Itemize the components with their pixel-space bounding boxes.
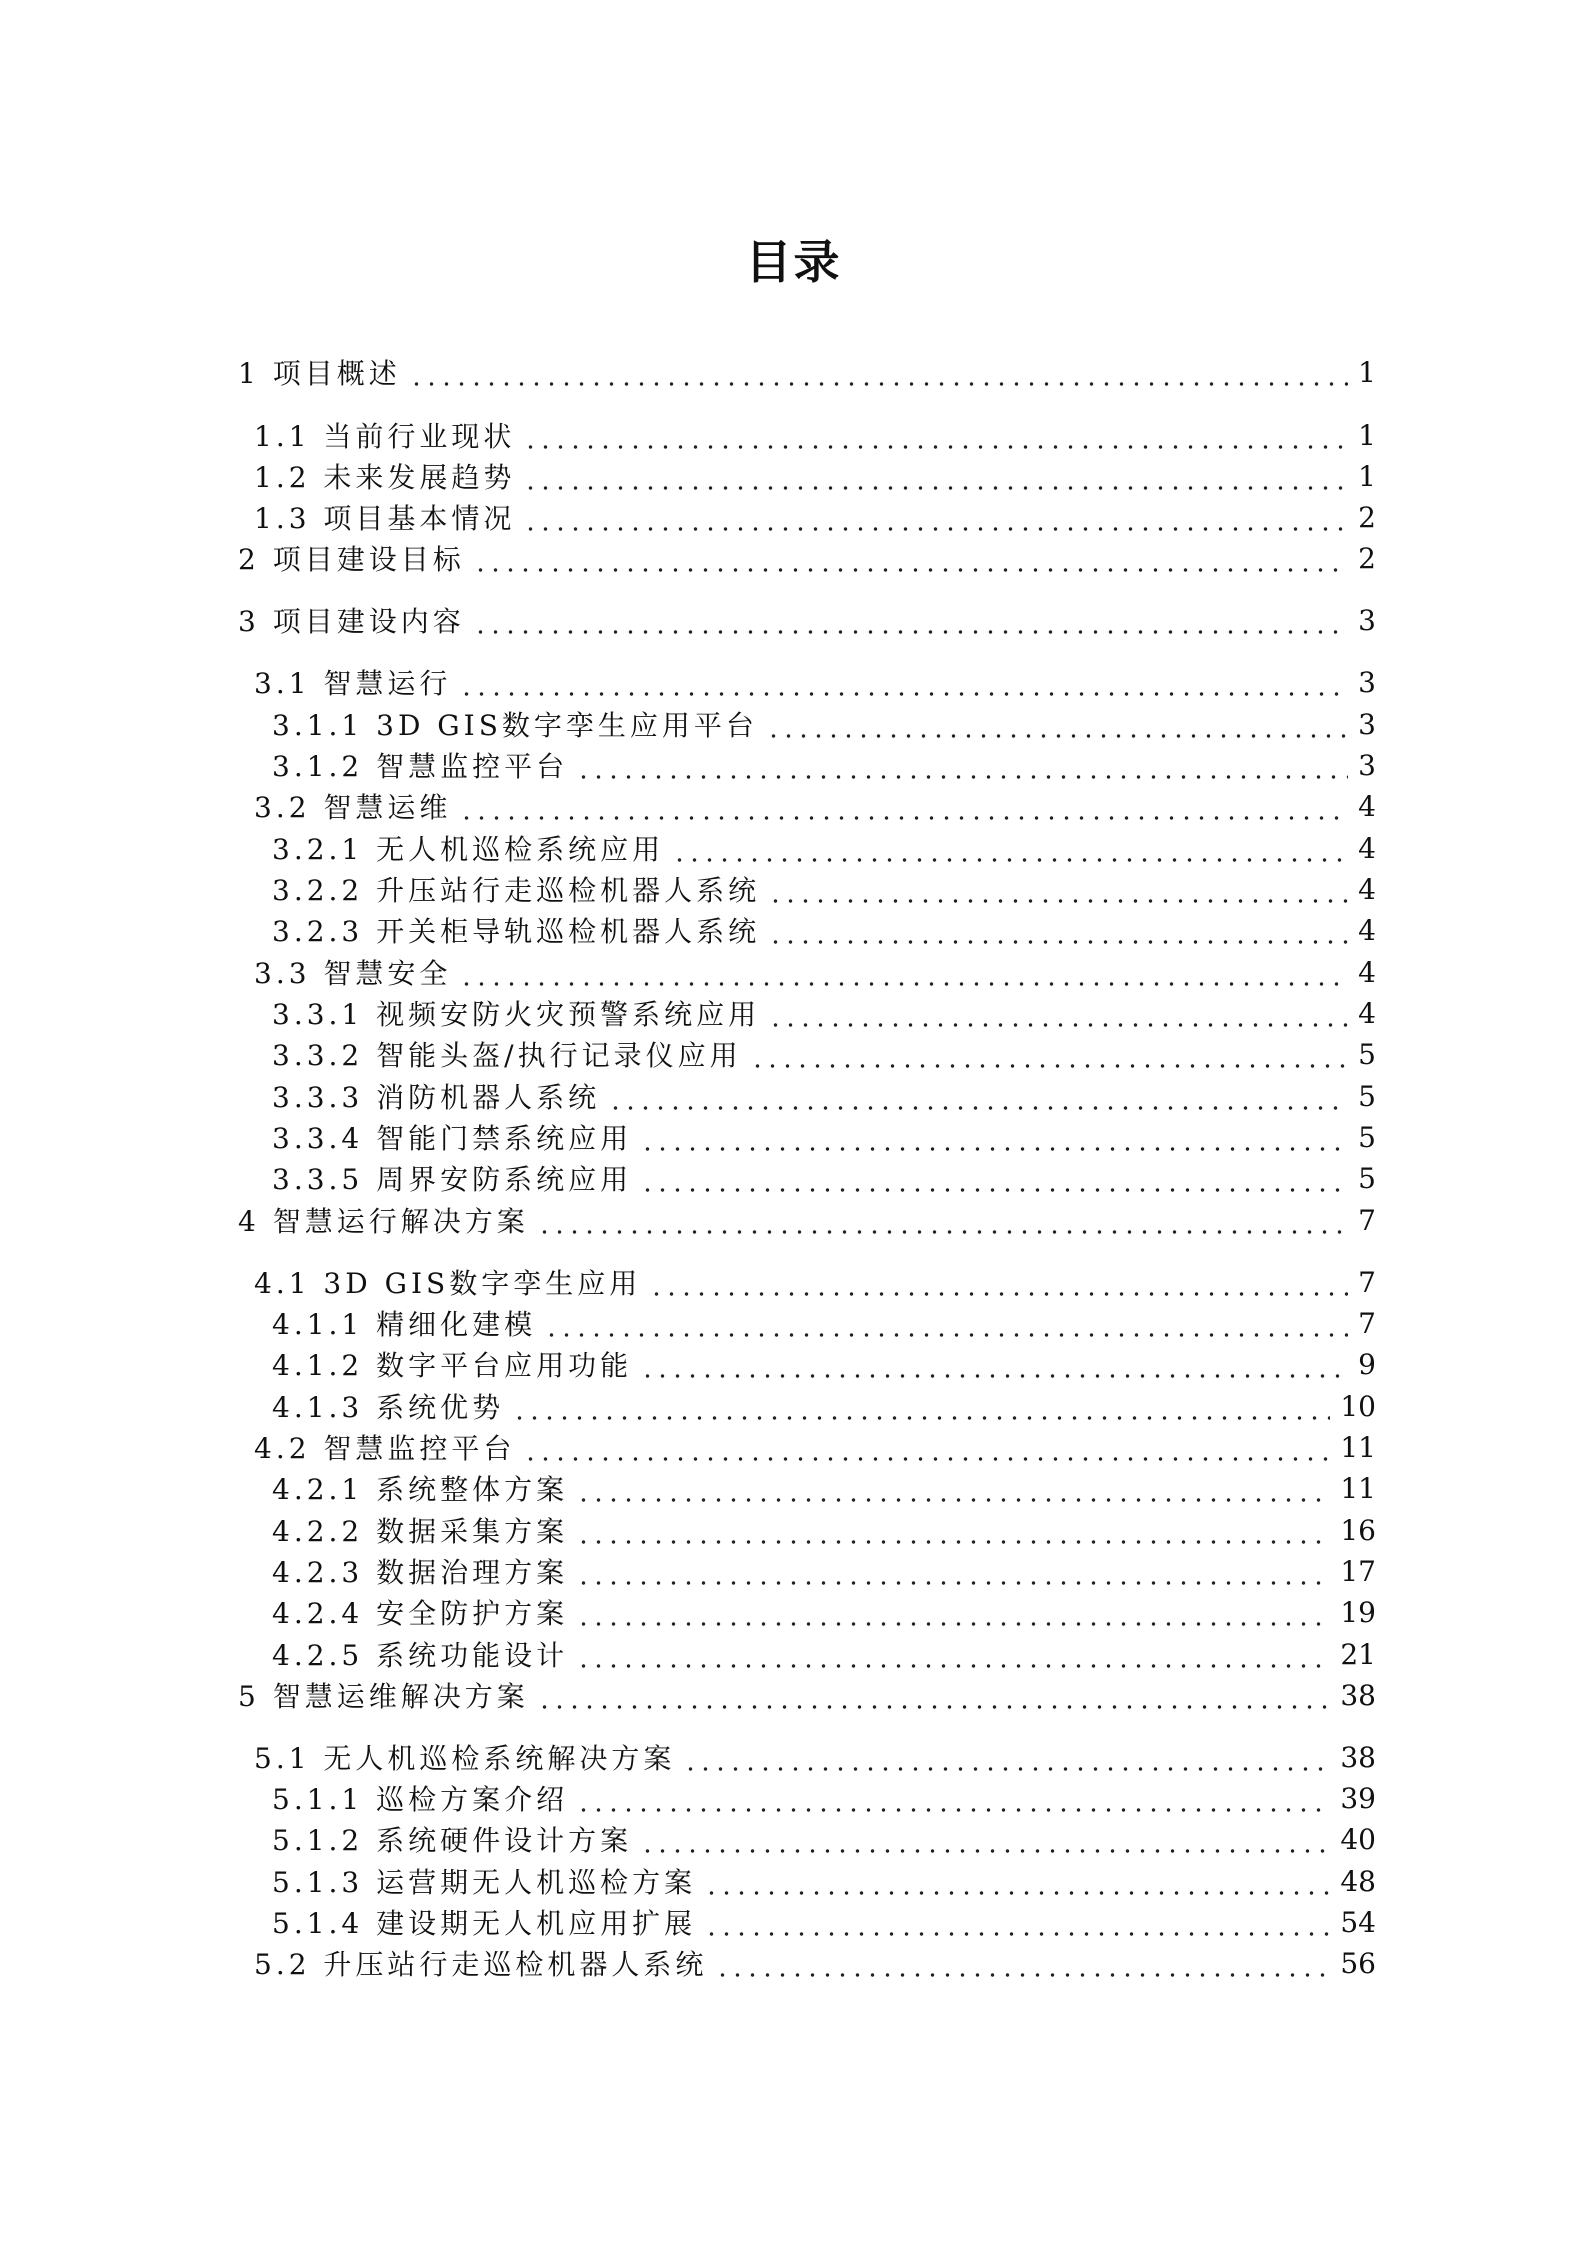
toc-entry-page-number: 39 (1340, 1781, 1376, 1815)
toc-entry[interactable] (238, 1819, 1376, 1859)
toc-entry-label: 4.1 3D GIS数字孪生应用 (254, 1267, 642, 1300)
toc-entry[interactable] (238, 1076, 1376, 1116)
toc-entry[interactable] (238, 538, 1376, 578)
dot-leader (640, 1349, 1348, 1379)
dot-leader (537, 1205, 1348, 1235)
toc-entry[interactable] (238, 993, 1376, 1033)
dot-leader (640, 1163, 1348, 1193)
dot-leader (768, 998, 1348, 1028)
toc-entry[interactable] (238, 1634, 1376, 1674)
dot-leader (473, 605, 1348, 635)
toc-entry[interactable] (238, 704, 1376, 744)
dot-leader (576, 1597, 1330, 1627)
dot-leader (704, 1907, 1330, 1937)
toc-entry[interactable] (238, 1344, 1376, 1384)
toc-entry-label: 4 智慧运行解决方案 (238, 1205, 529, 1238)
toc-entry-label: 5.1.4 建设期无人机应用扩展 (272, 1907, 697, 1940)
dot-leader (523, 420, 1348, 450)
toc-entry-page-number: 5 (1358, 1037, 1376, 1071)
toc-entry[interactable] (238, 1158, 1376, 1198)
dot-leader (409, 357, 1348, 387)
toc-entry-page-number: 10 (1340, 1389, 1376, 1423)
toc-entry-page-number: 16 (1340, 1513, 1376, 1547)
toc-entry-page-number: 17 (1340, 1554, 1376, 1588)
dot-leader (512, 1391, 1330, 1421)
toc-entry-page-number: 2 (1358, 500, 1376, 534)
toc-entry[interactable] (238, 1303, 1376, 1343)
toc-entry-label: 1.1 当前行业现状 (254, 420, 516, 453)
toc-entry-page-number: 2 (1358, 541, 1376, 575)
toc-entry[interactable] (238, 600, 1376, 640)
toc-entry[interactable] (238, 828, 1376, 868)
toc-entry-page-number: 3 (1358, 707, 1376, 741)
toc-entry-label: 3.2.3 开关柜导轨巡检机器人系统 (272, 915, 761, 948)
toc-entry[interactable] (238, 1427, 1376, 1467)
toc-entry-label: 3.3.3 消防机器人系统 (272, 1081, 601, 1114)
toc-entry-page-number: 21 (1340, 1637, 1376, 1671)
toc-entry-page-number: 38 (1340, 1740, 1376, 1774)
toc-entry-page-number: 19 (1340, 1595, 1376, 1629)
toc-entry-label: 3.3.2 智能头盔/执行记录仪应用 (272, 1039, 742, 1072)
toc-entry-label: 3.2.1 无人机巡检系统应用 (272, 833, 665, 866)
toc-entry-page-number: 7 (1358, 1306, 1376, 1340)
toc-entry-label: 4.2.4 安全防护方案 (272, 1597, 569, 1630)
dot-leader (715, 1948, 1330, 1978)
toc-entry-label: 4.2.2 数据采集方案 (272, 1515, 569, 1548)
dot-leader (523, 1432, 1330, 1462)
dot-leader (576, 1515, 1330, 1545)
toc-entry-page-number: 9 (1358, 1347, 1376, 1381)
dot-leader (768, 915, 1348, 945)
dot-leader (640, 1122, 1348, 1152)
dot-leader (459, 791, 1348, 821)
toc-entry-page-number: 5 (1358, 1120, 1376, 1154)
dot-leader (768, 874, 1348, 904)
toc-entry[interactable] (238, 786, 1376, 826)
toc-entry[interactable] (238, 1034, 1376, 1074)
toc-entry-page-number: 54 (1340, 1905, 1376, 1939)
dot-leader (683, 1742, 1330, 1772)
toc-entry-label: 4.2.1 系统整体方案 (272, 1473, 569, 1506)
toc-entry[interactable] (238, 869, 1376, 909)
toc-entry-label: 3.3.5 周界安防系统应用 (272, 1163, 633, 1196)
toc-entry-page-number: 7 (1358, 1265, 1376, 1299)
toc-entry-label: 1.3 项目基本情况 (254, 502, 516, 535)
dot-leader (473, 543, 1348, 573)
toc-entry[interactable] (238, 1778, 1376, 1818)
toc-entry-label: 3.3.1 视频安防火灾预警系统应用 (272, 998, 761, 1031)
toc-entry-label: 4.2.3 数据治理方案 (272, 1556, 569, 1589)
toc-entry-page-number: 38 (1340, 1678, 1376, 1712)
toc-entry-page-number: 1 (1358, 355, 1376, 389)
toc-entry[interactable] (238, 1592, 1376, 1632)
dot-leader (672, 833, 1348, 863)
dot-leader (608, 1081, 1348, 1111)
toc-entry-page-number: 56 (1340, 1946, 1376, 1980)
toc-entry-page-number: 3 (1358, 603, 1376, 637)
dot-leader (523, 502, 1348, 532)
dot-leader (459, 957, 1348, 987)
toc-entry-label: 3.1.1 3D GIS数字孪生应用平台 (272, 709, 758, 742)
toc-entry-label: 3 项目建设内容 (238, 605, 465, 638)
dot-leader (750, 1039, 1349, 1069)
toc-entry-page-number: 4 (1358, 996, 1376, 1030)
toc-entry[interactable] (238, 1943, 1376, 1983)
dot-leader (766, 709, 1348, 739)
toc-entry[interactable] (238, 1117, 1376, 1157)
dot-leader (704, 1866, 1330, 1896)
toc-entry-label: 1 项目概述 (238, 357, 401, 390)
toc-entry-label: 3.1 智慧运行 (254, 667, 452, 700)
toc-entry[interactable] (238, 910, 1376, 950)
toc-entry-label: 5 智慧运维解决方案 (238, 1680, 529, 1713)
table-of-contents (238, 0, 1376, 2245)
toc-entry[interactable] (238, 352, 1376, 392)
toc-entry-page-number: 4 (1358, 872, 1376, 906)
toc-entry-page-number: 4 (1358, 913, 1376, 947)
dot-leader (523, 461, 1348, 491)
toc-entry-label: 3.3 智慧安全 (254, 957, 452, 990)
toc-entry-page-number: 5 (1358, 1161, 1376, 1195)
toc-entry-page-number: 3 (1358, 665, 1376, 699)
toc-entry[interactable] (238, 1861, 1376, 1901)
toc-entry-label: 5.1.2 系统硬件设计方案 (272, 1824, 633, 1857)
toc-entry-page-number: 11 (1340, 1430, 1376, 1464)
toc-entry-label: 5.2 升压站行走巡检机器人系统 (254, 1948, 708, 1981)
toc-entry-label: 3.3.4 智能门禁系统应用 (272, 1122, 633, 1155)
toc-entry[interactable] (238, 415, 1376, 455)
toc-entry[interactable] (238, 1510, 1376, 1550)
toc-entry-label: 3.2.2 升压站行走巡检机器人系统 (272, 874, 761, 907)
toc-entry[interactable] (238, 1902, 1376, 1942)
toc-entry[interactable] (238, 662, 1376, 702)
dot-leader (640, 1824, 1330, 1854)
toc-entry-label: 5.1 无人机巡检系统解决方案 (254, 1742, 676, 1775)
toc-entry[interactable] (238, 952, 1376, 992)
toc-entry-page-number: 3 (1358, 748, 1376, 782)
toc-entry[interactable] (238, 1737, 1376, 1777)
dot-leader (576, 1473, 1330, 1503)
toc-entry-label: 3.2 智慧运维 (254, 791, 452, 824)
toc-entry-page-number: 5 (1358, 1079, 1376, 1113)
toc-entry[interactable] (238, 497, 1376, 537)
toc-entry-label: 4.1.1 精细化建模 (272, 1308, 537, 1341)
toc-entry-page-number: 1 (1358, 418, 1376, 452)
toc-entry-page-number: 4 (1358, 789, 1376, 823)
toc-entry[interactable] (238, 1200, 1376, 1240)
dot-leader (576, 1556, 1330, 1586)
dot-leader (537, 1680, 1331, 1710)
toc-entry[interactable] (238, 456, 1376, 496)
toc-entry-page-number: 40 (1340, 1822, 1376, 1856)
toc-entry[interactable] (238, 1262, 1376, 1302)
toc-entry-label: 4.2.5 系统功能设计 (272, 1639, 569, 1672)
toc-entry-label: 4.2 智慧监控平台 (254, 1432, 516, 1465)
toc-entry-label: 5.1.3 运营期无人机巡检方案 (272, 1866, 697, 1899)
toc-entry[interactable] (238, 1386, 1376, 1426)
page-title: 目录 (745, 235, 842, 289)
toc-entry-page-number: 48 (1340, 1864, 1376, 1898)
toc-entry[interactable] (238, 1675, 1376, 1715)
toc-entry-page-number: 11 (1340, 1471, 1376, 1505)
toc-entry-label: 1.2 未来发展趋势 (254, 461, 516, 494)
dot-leader (544, 1308, 1348, 1338)
toc-entry-label: 5.1.1 巡检方案介绍 (272, 1783, 569, 1816)
toc-entry-page-number: 4 (1358, 955, 1376, 989)
toc-entry[interactable] (238, 745, 1376, 785)
toc-entry-label: 3.1.2 智慧监控平台 (272, 750, 569, 783)
toc-entry-label: 2 项目建设目标 (238, 543, 465, 576)
toc-entry-page-number: 4 (1358, 831, 1376, 865)
dot-leader (649, 1267, 1348, 1297)
toc-entry-label: 4.1.2 数字平台应用功能 (272, 1349, 633, 1382)
toc-entry[interactable] (238, 1551, 1376, 1591)
dot-leader (576, 1783, 1330, 1813)
toc-entry[interactable] (238, 1468, 1376, 1508)
toc-entry-page-number: 7 (1358, 1203, 1376, 1237)
dot-leader (576, 1639, 1330, 1669)
dot-leader (576, 750, 1348, 780)
toc-entry-page-number: 1 (1358, 459, 1376, 493)
dot-leader (459, 667, 1348, 697)
toc-entry-label: 4.1.3 系统优势 (272, 1391, 505, 1424)
